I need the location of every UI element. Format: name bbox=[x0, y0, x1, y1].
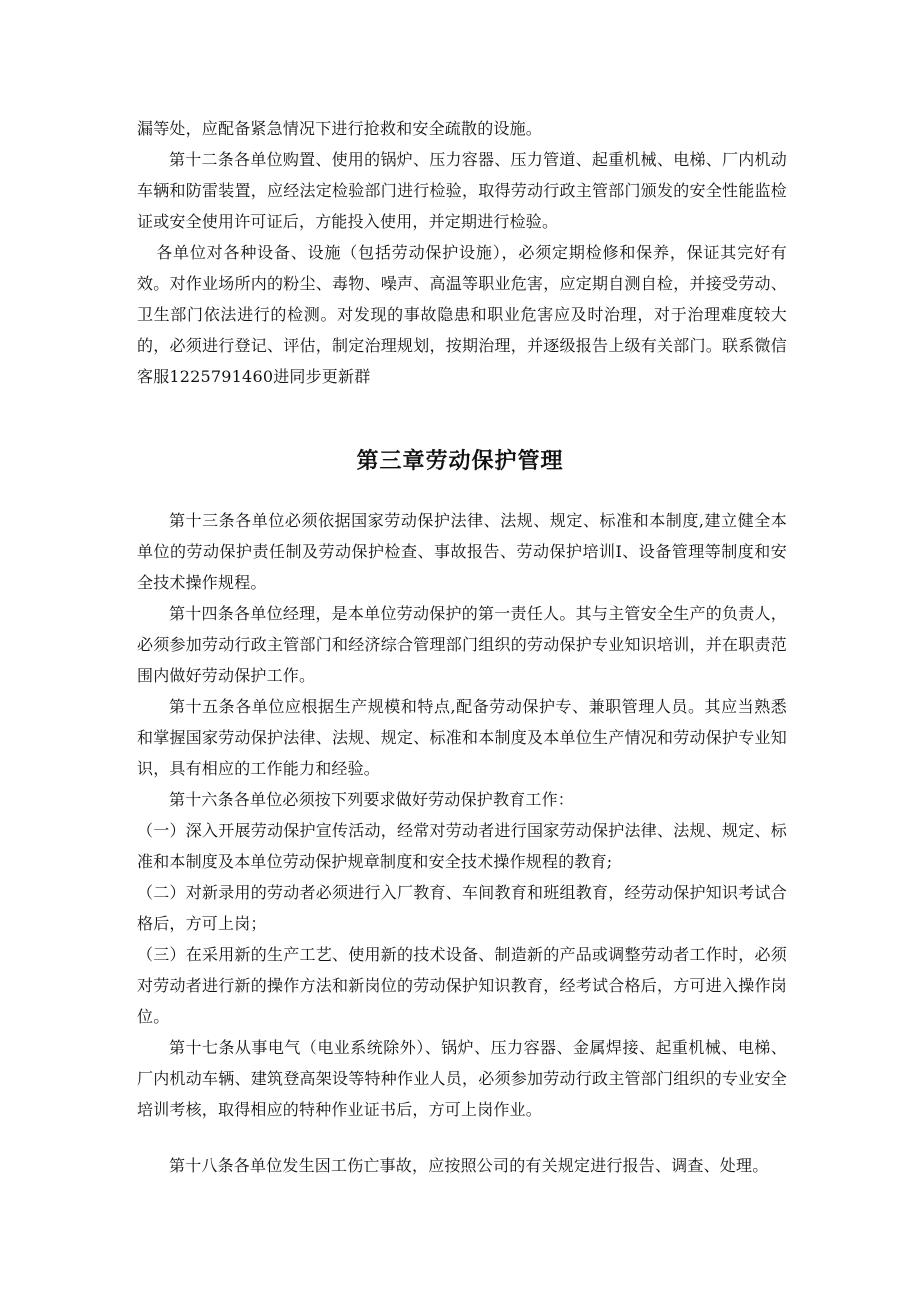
article-18-paragraph: 第十八条各单位发生因工伤亡事故，应按照公司的有关规定进行报告、调查、处理。 bbox=[169, 1156, 769, 1175]
article-17-paragraph: 第十七条从事电气（电业系统除外）、锅炉、压力容器、金属焊接、起重机械、电梯、厂内机动车辆、建筑登高架设等特种作业人员，必须参加劳动行政主管部门组织的专业安全培训考核，取得相应的特种作业证书后，方可上岗作业。 bbox=[137, 1038, 787, 1119]
top-section bbox=[137, 113, 787, 392]
article-16-item-1: （一）深入开展劳动保护宣传活动，经常对劳动者进行国家劳动保护法律、法规、规定、标准和本制度及本单位劳动保护规章制度和安全技术操作规程的教育; bbox=[137, 821, 787, 871]
article-12-paragraph: 第十二条各单位购置、使用的锅炉、压力容器、压力管道、起重机械、电梯、厂内机动车辆和防雷装置，应经法定检验部门进行检验，取得劳动行政主管部门颁发的安全性能监检证或安全使用许可证后，方能投入使用，并定期进行检验。 bbox=[137, 150, 787, 231]
article-14-paragraph: 第十四条各单位经理，是本单位劳动保护的第一责任人。其与主管安全生产的负责人，必须参加劳动行政主管部门和经济综合管理部门组织的劳动保护专业知识培训，并在职责范围内做好劳动保护工作。 bbox=[137, 604, 787, 685]
chapter-title: 第三章劳动保护管理 bbox=[356, 449, 564, 474]
article-13-paragraph: 第十三条各单位必须依据国家劳动保护法律、法规、规定、标准和本制度,建立健全本单位的劳动保护责任制及劳动保护检查、事故报告、劳动保护培训I、设备管理等制度和安全技术操作规程。 bbox=[137, 511, 787, 592]
article-16-item-3: （三）在采用新的生产工艺、使用新的技术设备、制造新的产品或调整劳动者工作时，必须对劳动者进行新的操作方法和新岗位的劳动保护知识教育，经考试合格后，方可进入操作岗位。 bbox=[137, 945, 787, 1026]
maintenance-paragraph: 各单位对各种设备、设施（包括劳动保护设施），必须定期检修和保养，保证其完好有效。对作业场所内的粉尘、毒物、噪声、高温等职业危害，应定期自测自检，并接受劳动、卫生部门依法进行的检测。对发现的事故隐患和职业危害应及时治理，对于治理难度较大的，必须进行登记、评估，制定治理规划，按期治理，并逐级报告上级有关部门。联系微信客服1225791460进同步更新群 bbox=[137, 243, 787, 386]
article-16-item-2: （二）对新录用的劳动者必须进行入厂教育、车间教育和班组教育，经劳动保护知识考试合格后，方可上岗； bbox=[137, 883, 787, 933]
continuation-paragraph: 漏等处，应配备紧急情况下进行抢救和安全疏散的设施。 bbox=[137, 119, 543, 138]
article-15-paragraph: 第十五条各单位应根据生产规模和特点,配备劳动保护专、兼职管理人员。其应当熟悉和掌握国家劳动保护法律、法规、规定、标准和本制度及本单位生产情况和劳动保护专业知识，具有相应的工作能力和经验。 bbox=[137, 697, 787, 778]
article-16-paragraph: 第十六条各单位必须按下列要求做好劳动保护教育工作： bbox=[169, 790, 575, 809]
articles-section bbox=[137, 505, 787, 1125]
article-18-section bbox=[137, 1150, 787, 1181]
